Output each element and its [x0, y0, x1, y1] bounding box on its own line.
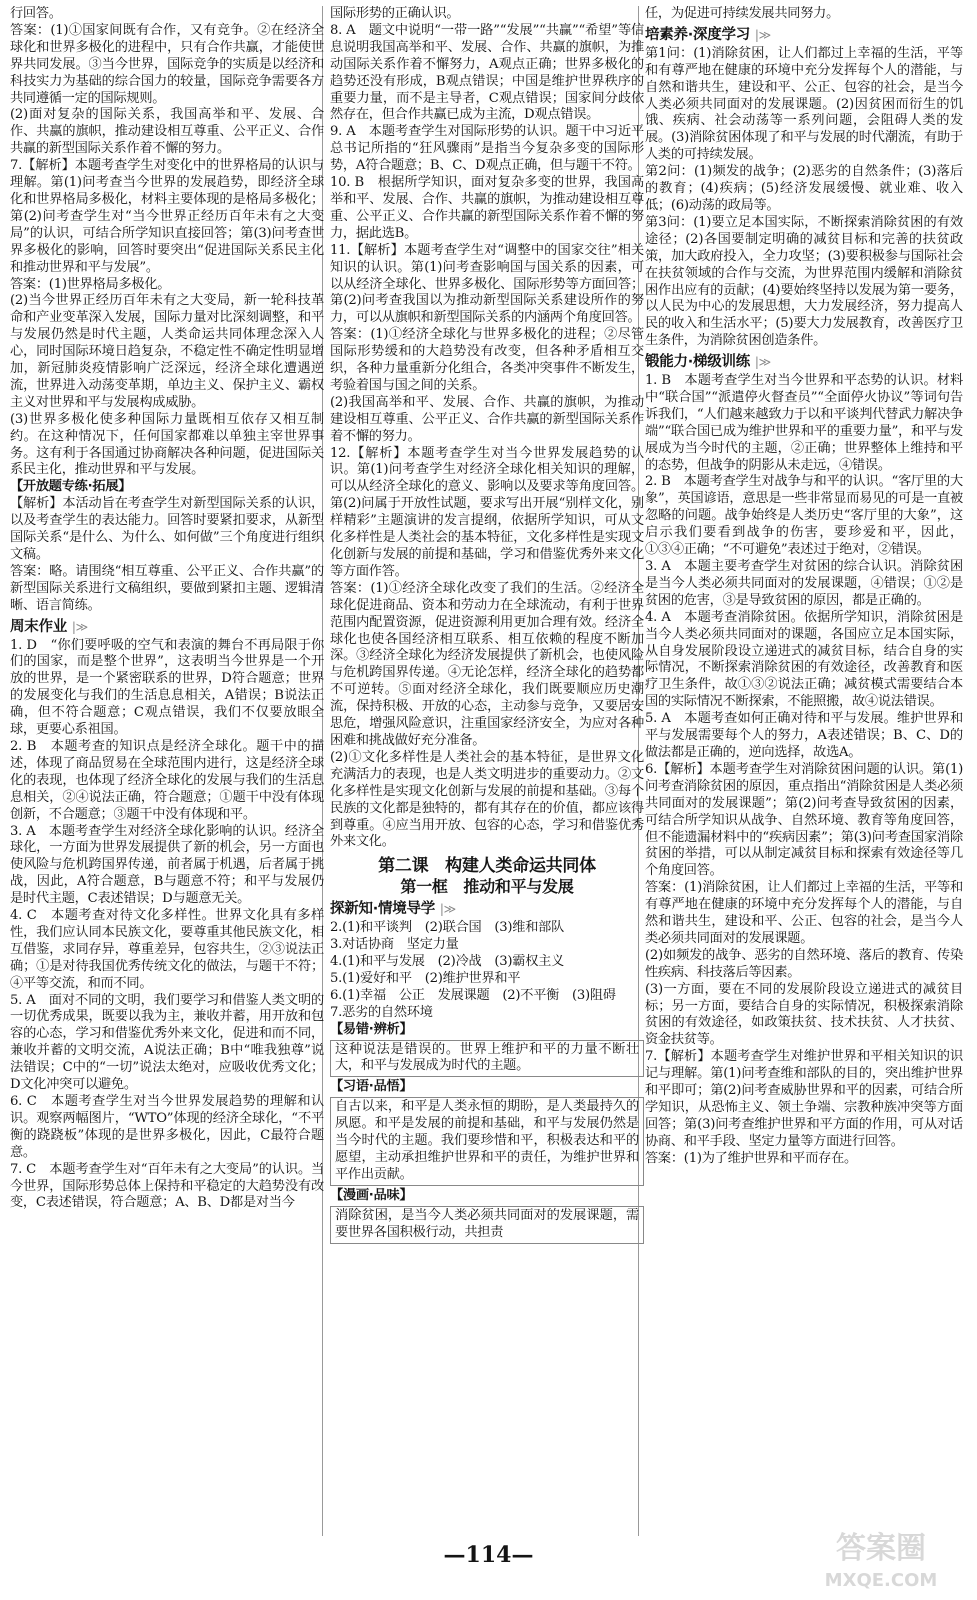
answer-paragraph: 答案：(1)消除贫困，让人们都过上幸福的生活，平等和有尊严地在健康的环境中充分发挥每个人的潜能，与自然和谐共生，建设和平、公正、包容的社会，是当今人类必须共同面对的发展课题。	[645, 880, 963, 946]
fill-answer: 7.恶劣的自然环境	[330, 1004, 433, 1020]
watermark-url: MXQE.COM	[824, 1570, 938, 1591]
column-left	[10, 6, 324, 1536]
answer-item: 10. B 根据所学知识，面对复杂多变的世界，我国高举和平、发展、合作、共赢的旗帜，为推动建设相互尊重、公平正义、合作共赢的新型国际关系作着不懈的努力，据此选B。	[330, 175, 644, 241]
answer-item: 1. B 本题考查学生对当今世界和平态势的认识。材料中“联合国”“派遣停火督查员”“全面停火协议”等词句告诉我们，“人们越来越致力于以和平谈判代替武力解决争端”“联合国已成为维护世界和平的重要力量”，和平与发展成为当今时代的主题，②正确；世界整体上维持和平的态势，但战争的阴影从未走远，④错误。	[645, 373, 963, 473]
answer-paragraph: 答案：(1)①经济全球化改变了我们的生活。②经济全球化促进商品、资本和劳动力在全球流动，有利于世界范围内配置资源，促进资源利用更加合理有效。经济全球化也使各国经济相互联系、相互依赖的程度不断加深。③经济全球化为经济发展提供了新机会，也使风险与危机跨国界传递。④无论怎样，经济全球化的趋势都不可逆转。⑤面对经济全球化，我们既要顺应历史潮流，保持积极、开放的心态，主动参与竞争，又要居安思危，增强风险意识，注重国家经济安全，为应对各种困难和挑战做好充分准备。	[330, 580, 644, 748]
tag-error-analysis: 【易错·辨析】	[330, 1021, 413, 1037]
boxed-text: 这种说法是错误的。世界上维护和平的力量不断壮大，和平与发展成为时代的主题。	[330, 1040, 644, 1078]
answer-paragraph: 答案：略。请围绕“相互尊重、公平正义、合作共赢”的新型国际关系进行文稿组织，要做到紧扣主题、逻辑清晰、语言简练。	[10, 563, 324, 613]
section-heading-explore	[330, 901, 644, 918]
fill-answer: 5.(1)爱好和平 (2)维护世界和平	[330, 970, 521, 986]
lesson-title: 第二课 构建人类命运共同体	[378, 856, 596, 877]
answer-paragraph: 答案：(1)世界格局多极化。	[10, 276, 171, 292]
paragraph: (2)当今世界正经历百年未有之大变局，新一轮科技革命和产业变革深入发展，国际力量对比深刻调整，和平与发展仍然是时代主题，人类命运共同体理念深入人心，同时国际环境日趋复杂，不稳定性不确定性明显增加，新冠肺炎疫情影响广泛深远，经济全球化遭遇逆流，世界进入动荡变革期，单边主义、保护主义、霸权主义对世界和平与发展构成威胁。	[10, 293, 324, 410]
boxed-text: 自古以来，和平是人类永恒的期盼，是人类最持久的夙愿。和平是发展的前提和基础，和平与发展仍然是当今时代的主题。我们要珍惜和平，积极表达和平的愿望，主动承担维护世界和平的责任，为维护世界和平作出贡献。	[330, 1097, 644, 1186]
answer-item: 8. A 题文中说明“一带一路”“发展”“共赢”“希望”等信息说明我国高举和平、发展、合作、共赢的旗帜，为推动国际关系作着不懈努力，A观点正确；世界多极化的趋势还没有形成，B观点错误；中国是维护世界秩序的重要力量，而不是主导者，C观点错误；国家间分歧依然存在，但合作共赢已成为主流，D观点错误。	[330, 22, 644, 123]
answer-item: 6. C 本题考查学生对当今世界发展趋势的理解和认识。观察两幅图片，“WTO”体现的经济全球化，“不平衡的跷跷板”体现的是世界多极化，因此，C最符合题意。	[10, 1094, 324, 1160]
column-right	[645, 6, 963, 1536]
heading-bar-icon: |≫	[754, 355, 771, 370]
answer-item: 9. A 本题考查学生对国际形势的认识。题干中习近平总书记所指的“狂风骤雨”是指当今复杂多变的国际形势，A符合题意；B、C、D观点正确，但与题干不符。	[330, 124, 644, 174]
answer-paragraph: 答案：(1)①国家间既有合作，又有竞争。②在经济全球化和世界多极化的进程中，只有合作共赢，才能使世界共同发展。③当今世界，国际竞争的实质是以经济和科技实力为基础的综合国力的较量，国际竞争需要各方共同遵循一定的国际规则。	[10, 22, 324, 106]
paragraph: 任，为促进可持续发展共同努力。	[645, 6, 840, 21]
paragraph: (3)世界多极化使多种国际力量既相互依存又相互制约。在这种情况下，任何国家都难以单独主宰世界事务。这有利于各国通过协商解决各种问题，促进国际关系民主化，推动世界和平与发展。	[10, 411, 324, 478]
answer-item: 2. B 本题考查的知识点是经济全球化。题干中的描述，体现了商品贸易在全球范围内进行，这是经济全球化的表现，也体现了经济全球化的发展与我们的生活息息相关，②④说法正确，符合题意；①题干中没有体现创新，不合题意；③题干中没有体现和平。	[10, 738, 324, 822]
analysis-q7: 7.【解析】本题考查学生对维护世界和平相关知识的识记与理解。第(1)问考查维和部队的目的，突出维护世界和平即可；第(2)问考查威胁世界和平的因素，可结合所学知识，从恐怖主义、领土争端、宗教种族冲突等方面回答；第(3)问考查维护世界和平方面的作用，可从对话协商、和平手段、坚定力量等方面进行回答。	[645, 1049, 963, 1149]
heading-text: 锻能力·梯级训练	[645, 354, 751, 371]
watermark-logo	[801, 1524, 961, 1594]
answer-item: 7. C 本题考查学生对“百年未有之大变局”的认识。当今世界，国际形势总体上保持和平稳定的大趋势没有改变，C表述错误，符合题意；A、B、D都是对当今	[10, 1161, 324, 1211]
watermark-text: 答案圈	[836, 1531, 926, 1566]
paragraph: (2)我国高举和平、发展、合作、共赢的旗帜，为推动建设相互尊重、公平正义、合作共赢的新型国际关系作着不懈的努力。	[330, 394, 644, 444]
section-heading-weekend	[10, 619, 324, 636]
answer-item: 4. C 本题考查对待文化多样性。世界文化具有多样性，我们应认同本民族文化，要尊重其他民族文化，相互借鉴，求同存异，尊重差异，包容共生，②③说法正确；①是对待我国优秀传统文化的做法，与题干不符；④平等交流，和而不同。	[10, 908, 324, 991]
heading-bar-icon: |≫	[439, 902, 456, 917]
section-heading-training	[645, 354, 963, 371]
fill-answer: 2.(1)和平谈判 (2)联合国 (3)维和部队	[330, 920, 565, 936]
paragraph: 行回答。	[10, 6, 62, 21]
heading-text: 培素养·深度学习	[645, 26, 751, 43]
fill-answer: 3.对话协商 坚定力量	[330, 937, 459, 953]
paragraph: 第1问：(1)消除贫困，让人们都过上幸福的生活，平等和有尊严地在健康的环境中充分发挥每个人的潜能，与自然和谐共生，建设和平、公正、包容的社会，是当今人类必须共同面对的发展课题。(2)因贫困而衍生的饥饿、疾病、社会动荡等一系列问题，会阻碍人类的发展。(3)消除贫困体现了和平与发展的时代潮流，有助于人类的可持续发展。	[645, 45, 963, 163]
paragraph: (2)面对复杂的国际关系，我国高举和平、发展、合作、共赢的旗帜，推动建设相互尊重、公平正义、合作共赢的新型国际关系作着不懈的努力。	[10, 107, 324, 157]
paragraph: 第2问：(1)频发的战争；(2)恶劣的自然条件；(3)落后的教育；(4)疾病；(5)经济发展缓慢、就业难、收入低；(6)动荡的政局等。	[645, 164, 963, 213]
answer-item: 5. A 本题考查如何正确对待和平与发展。维护世界和平与发展需要每个人的努力，A表述错误；B、C、D的做法都是正确的，逆向选择，故选A。	[645, 711, 963, 760]
analysis-q12: 12.【解析】本题考查学生对当今世界发展趋势的认识。第(1)问考查学生对经济全球化相关知识的理解，可以从经济全球化的意义、影响以及要求等角度回答。第(2)问属于开放性试题，要求写出开展“别样文化，别样精彩”主题演讲的发言提纲，依据所学知识，可从文化多样性是人类社会的基本特征，文化多样性是实现文化创新与发展的前提和基础，学习和借鉴优秀外来文化等方面作答。	[330, 445, 644, 579]
answer-item: 5. A 面对不同的文明，我们要学习和借鉴人类文明的一切优秀成果，既要以我为主，兼收并蓄，用开放和包容的心态，学习和借鉴优秀外来文化，促进和而不同，兼收并蓄的文明交流，A说法正确；B中“唯我独尊”说法错误；C中的“一切”说法太绝对，应吸收优秀文化；D文化冲突可以避免。	[10, 992, 324, 1093]
paragraph: (2)①文化多样性是人类社会的基本特征，是世界文化充满活力的表现，也是人类文明进步的重要动力。②文化多样性是实现文化创新与发展的前提和基础。③每个民族的文化都是独特的，都有其存在的价值，都应该得到尊重。④应当用开放、包容的心态，学习和借鉴优秀外来文化。	[330, 749, 644, 850]
boxed-text: 消除贫困，是当今人类必须共同面对的发展课题，需要世界各国积极行动，共担责	[330, 1206, 644, 1244]
paragraph: (3)一方面，要在不同的发展阶段设立递进式的减贫目标；另一方面，要结合自身的实际情况，积极探索消除贫困的有效途径，如政策扶贫、技术扶贫、人才扶贫、资金扶贫等。	[645, 981, 963, 1048]
analysis-q7: 7.【解析】本题考查学生对变化中的世界格局的认识与理解。第(1)问考查当今世界的发展趋势，即经济全球化和世界格局多极化，材料主要体现的是格局多极化；第(2)问考查学生对“当今世界正经历百年未有之大变局”的认识，可结合所学知识直接回答；第(3)问考查世界多极化的影响，回答时要突出“促进国际关系民主化和推动世界和平与发展”。	[10, 158, 324, 275]
heading-text: 周末作业	[10, 618, 67, 635]
section-open-question: 【开放题专练·拓展】	[10, 479, 132, 495]
analysis-open: 【解析】本活动旨在考查学生对新型国际关系的认识，以及考查学生的表达能力。回答时要紧扣要求，从新型国际关系“是什么、为什么、如何做”三个角度进行组织文稿。	[10, 496, 324, 562]
answer-item: 2. B 本题考查学生对战争与和平的认识。“客厅里的大象”，英国谚语，意思是一些非常显而易见的可是一直被忽略的问题。战争始终是人类历史“客厅里的大象”，这启示我们要看到战争的伤害，要珍爱和平，因此，①③④正确；“不可避免”表述过于绝对，②错误。	[645, 474, 963, 558]
paragraph: 第3问：(1)要立足本国实际，不断探索消除贫困的有效途径；(2)各国要制定明确的减贫目标和完善的扶贫政策，加大政府投入，全力攻坚；(3)要积极参与国际社会在扶贫领域的合作与交流，为世界范围内缓解和消除贫困作出应有的贡献；(4)要始终坚持以发展为第一要务，以人民为中心的发展思想，大力发展经济，努力提高人民的收入和生活水平；(5)要大力发展教育，改善医疗卫生条件，为消除贫困创造条件。	[645, 214, 963, 349]
heading-text: 探新知·情境导学	[330, 901, 436, 918]
heading-bar-icon: |≫	[71, 619, 88, 634]
answer-item: 4. A 本题考查消除贫困。依据所学知识，消除贫困是当今人类必须共同面对的课题，各国应立足本国实际，从自身发展阶段设立递进式的减贫目标，结合自身的实际情况，不断探索消除贫困的有效途径，改善教育和医疗卫生条件，故①③②说法正确；减贫模式需要结合本国的实际情况不断探索，不能照搬，故④说法错误。	[645, 609, 963, 710]
answer-item: 3. A 本题主要考查学生对贫困的综合认识。消除贫困是当今人类必须共同面对的发展课题，④错误；①②是贫困的危害，③是导致贫困的原因，都是正确的。	[645, 559, 963, 608]
page-number: —114—	[443, 1542, 534, 1568]
answer-item: 3. A 本题考查学生对经济全球化影响的认识。经济全球化，一方面为世界发展提供了新的机会，另一方面也使风险与危机跨国界传递，前者属于机遇，后者属于挑战，因此，A符合题意，B与题意不符；和平与发展仍是时代主题，C表述错误；D与题意无关。	[10, 823, 324, 907]
paragraph: 国际形势的正确认识。	[330, 6, 460, 21]
heading-bar-icon: |≫	[754, 27, 771, 42]
tag-quote: 【习语·品悟】	[330, 1079, 413, 1095]
analysis-q11: 11.【解析】本题考查学生对“调整中的国家交往”相关知识的认识。第(1)问考查影响国与国关系的因素，可以从经济全球化、世界多极化、国际形势等方面回答；第(2)问考查我国以为推动新型国际关系建设所作的努力，可以从旗帜和新型国际关系的内涵两个角度回答。	[330, 242, 644, 326]
tag-comic: 【漫画·品味】	[330, 1187, 413, 1203]
frame-title: 第一框 推动和平与发展	[400, 877, 574, 897]
paragraph: (2)如频发的战争、恶劣的自然环境、落后的教育、传染性疾病、科技落后等因素。	[645, 947, 963, 980]
answer-item: 1. D “你们要呼吸的空气和表演的舞台不再局限于你们的国家，而是整个世界”，这表明当今世界是一个开放的世界，是一个紧密联系的世界，D符合题意；世界的发展变化与我们的生活息息相关，A错误；B说法正确，但不符合题意；C观点错误，我们不仅要放眼全球，更要心系祖国。	[10, 637, 324, 738]
answer-paragraph: 答案：(1)①经济全球化与世界多极化的进程；②尽管国际形势缓和的大趋势没有改变，但各种矛盾相互交织，各种力量重新分化组合，各类冲突事件不断发生，考验着国与国之间的关系。	[330, 327, 644, 393]
column-middle	[330, 6, 644, 1536]
fill-answer: 4.(1)和平与发展 (2)冷战 (3)霸权主义	[330, 954, 565, 970]
analysis-q6: 6.【解析】本题考查学生对消除贫困问题的认识。第(1)问考查消除贫困的原因，重点指出“消除贫困是人类必须共同面对的发展课题”；第(2)问考查导致贫困的因素，可结合所学知识从战争、自然环境、教育等角度回答，但不能遗漏材料中的“疾病因素”；第(3)问考查国家消除贫困的举措，可以从制定减贫目标和探索有效途径等几个角度回答。	[645, 761, 963, 879]
fill-answer: 6.(1)幸福 公正 发展课题 (2)不平衡 (3)阻碍	[330, 987, 616, 1003]
answer-paragraph: 答案：(1)为了维护世界和平而存在。	[645, 1150, 857, 1166]
section-heading-deep-learning	[645, 27, 963, 44]
